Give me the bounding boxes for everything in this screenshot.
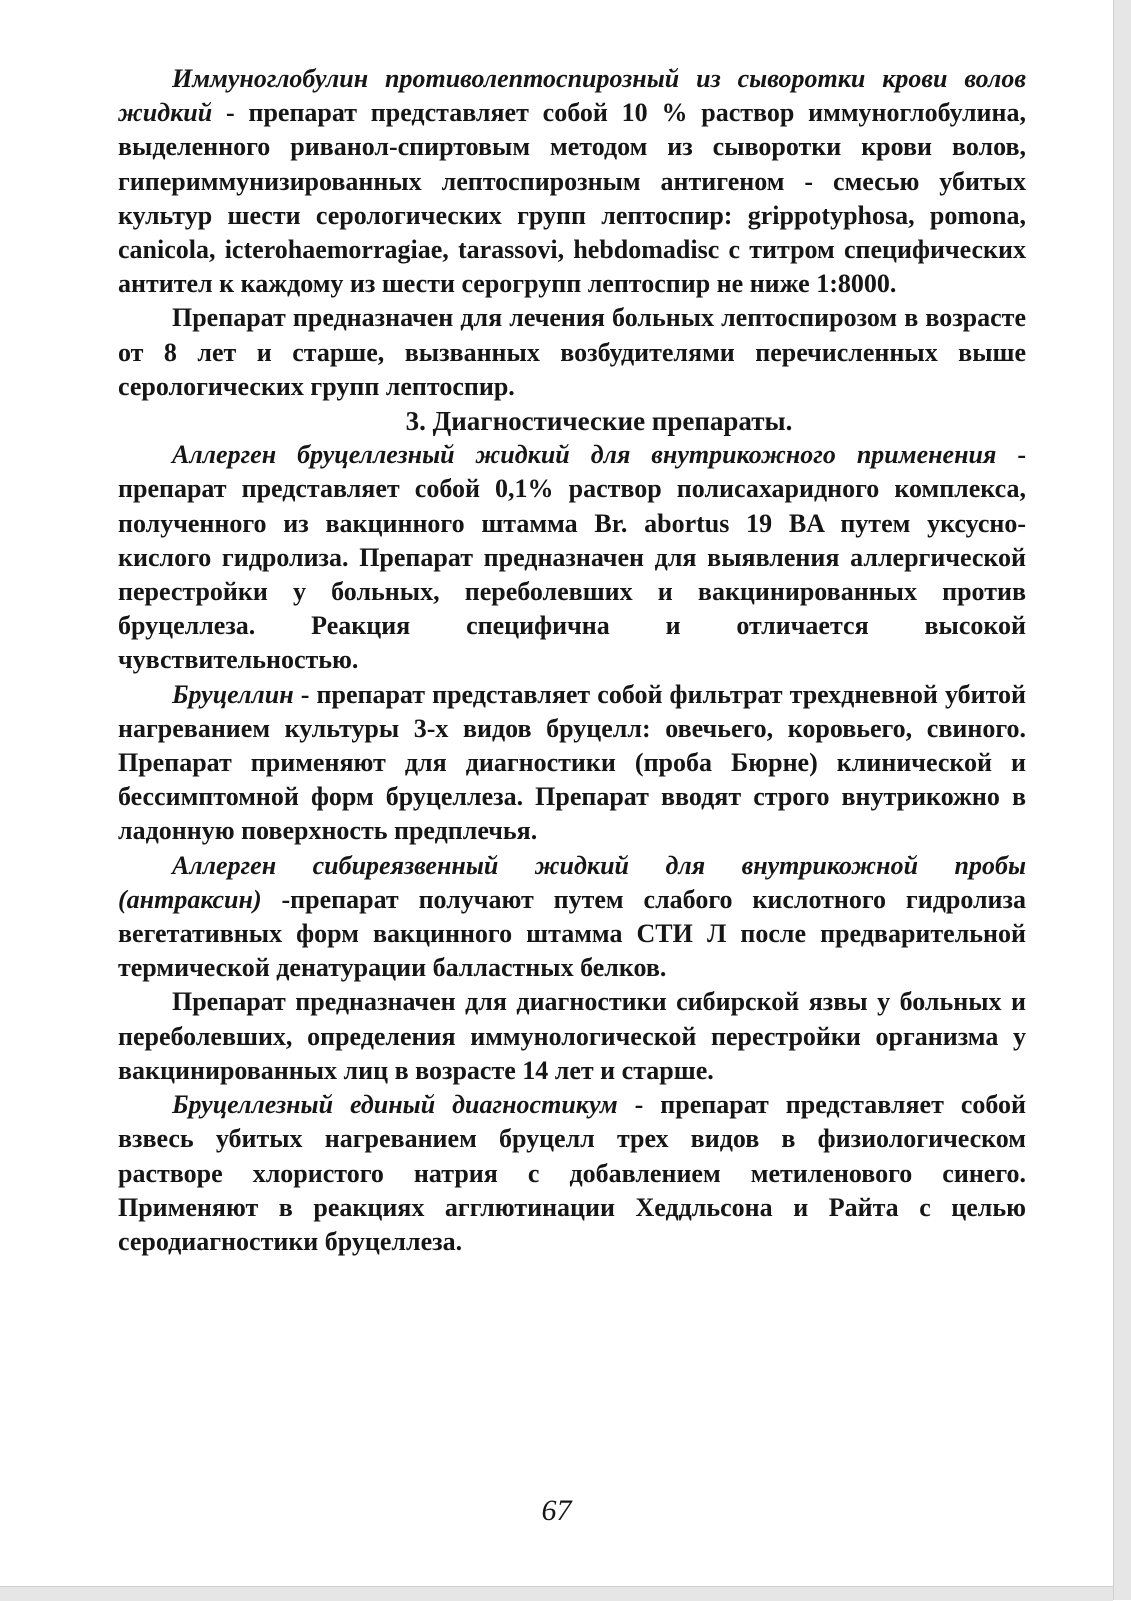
paragraph-leptospirosis-usage [118,301,1026,404]
page-content [118,62,1026,1259]
paragraph-text: - препарат представляет собой 0,1% раствор полисахаридного комплекса, полученного из вакцинного штамма Br. abortus 19 BA путем уксусно-кислого гидролиза. Препарат предназначен для выявления аллергической перестройки у больных, переболевших и вакцинированных против бруцеллеза. Реакция специфична и отличается высокой чувствительностью. [118,440,1026,675]
page-edge-right [1113,0,1131,1600]
paragraph-text: Препарат предназначен для диагностики сибирской язвы у больных и переболевших, определения иммунологической перестройки организма у вакцинированных лиц в возрасте 14 лет и старше. [118,987,1026,1085]
term-brucellosis-diagnosticum: Бруцеллезный единый диагностикум [172,1090,618,1120]
paragraph-brucellin [118,678,1026,849]
paragraph-anthrax-usage [118,985,1026,1088]
paragraph-anthrax-allergen [118,849,1026,986]
term-immunoglobulin: Иммуноглобулин противолептоспирозный из сыворотки крови волов жидкий [118,64,1026,128]
paragraph-text: - препарат представляет собой фильтрат трехдневной убитой нагреванием культуры 3-х видов бруцелл: овечьего, коровьего, свиного. Препарат применяют для диагностики (проба Бюрне) клинической и бессимптомной форм бруцеллеза. Препарат вводят строго внутрикожно в ладонную поверхность предплечья. [118,679,1026,846]
paragraph-brucellosis-diagnosticum [118,1088,1026,1259]
paragraph-text: - препарат представляет собой взвесь убитых нагреванием бруцелл трех видов в физиологическом растворе хлористого натрия с добавлением метиленового синего. Применяют в реакциях агглютинации Хеддльсона и Райта с целью серодиагностики бруцеллеза. [118,1090,1027,1256]
page-number: 67 [541,1494,572,1527]
term-brucellin: Бруцеллин [172,679,294,709]
paragraph-text: -препарат получают путем слабого кислотного гидролиза вегетативных форм вакцинного штамма СТИ Л после предварительной термической денатурации балластных белков. [118,884,1026,983]
paragraph-text: - препарат представляет собой 10 % раствор иммуноглобулина, выделенного риванол-спиртовым методом из сыворотки крови волов, гипериммунизированных лептоспирозным антигеном - смесью убитых культур шести серологических групп лептоспир: grippotyphosa, pomona, canicola, icterohaemorragiae, tarassovi, hebdomadisc с титром специфических антител к каждому из шести серогрупп лептоспир не ниже 1:8000. [118,98,1026,299]
section-heading: 3. Диагностические препараты. [405,406,793,437]
paragraph-text: Препарат предназначен для лечения больных лептоспирозом в возрасте от 8 лет и старше, вызванных возбудителями перечисленных выше серологических групп лептоспир. [118,303,1026,401]
page-edge-bottom [0,1586,1113,1601]
term-anthrax-allergen: Аллерген сибиреязвенный жидкий для внутрикожной пробы (антраксин) [118,850,1026,914]
paragraph-immunoglobulin [118,62,1026,301]
paragraph-brucellosis-allergen [118,438,1026,677]
term-brucellosis-allergen: Аллерген бруцеллезный жидкий для внутрикожного применения [172,440,997,470]
